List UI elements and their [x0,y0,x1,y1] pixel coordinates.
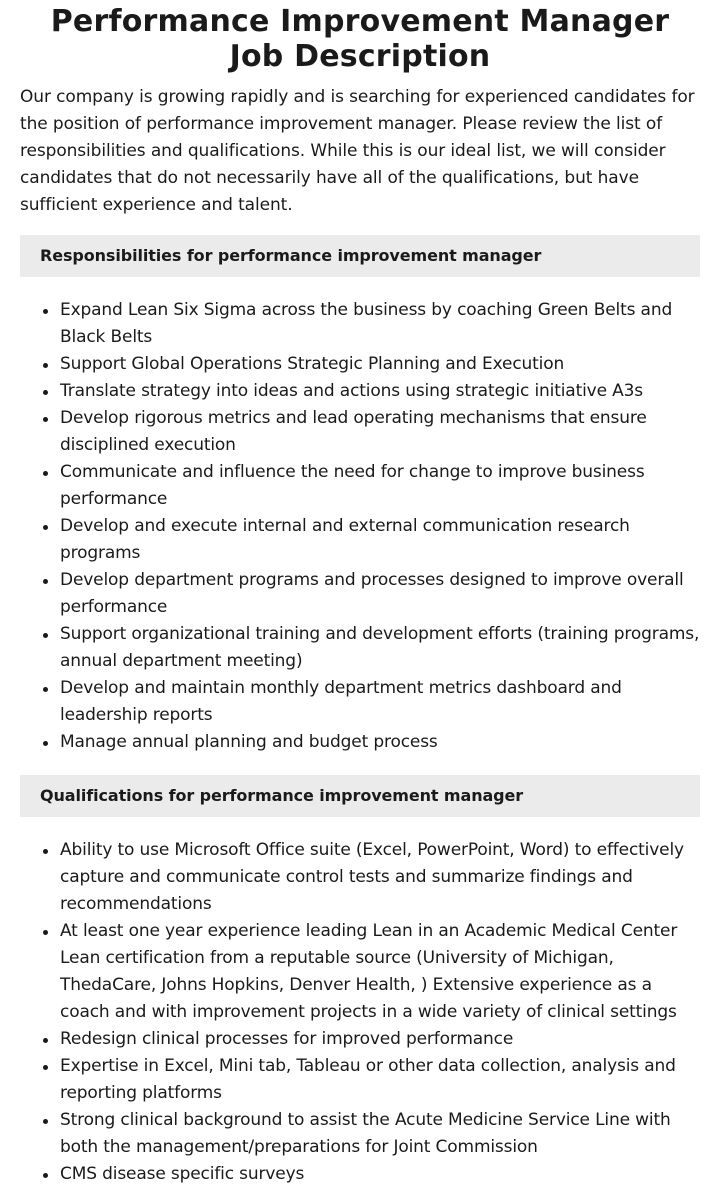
list-item: Expertise in Excel, Mini tab, Tableau or other data collection, analysis and reporting platforms [60,1053,700,1107]
list-item: Develop and maintain monthly department metrics dashboard and leadership reports [60,675,700,729]
list-item: Manage annual planning and budget process [60,729,700,756]
list-item: Communicate and influence the need for change to improve business performance [60,459,700,513]
list-item: Support Global Operations Strategic Planning and Execution [60,351,700,378]
page-title: Performance Improvement Manager Job Description [50,4,670,74]
responsibilities-list [20,297,700,756]
list-item: Redesign clinical processes for improved performance [60,1026,700,1053]
list-item: Develop department programs and processes designed to improve overall performance [60,567,700,621]
intro-paragraph: Our company is growing rapidly and is searching for experienced candidates for the position of performance improvement manager. Please review the list of responsibilities and qualifications. While this is our ideal list, we will consider candidates that do not necessarily have all of the qualifications, but have sufficient experience and talent. [20,87,695,215]
list-item: Develop rigorous metrics and lead operating mechanisms that ensure disciplined execution [60,405,700,459]
list-item: Support organizational training and development efforts (training programs, annual department meeting) [60,621,700,675]
list-item: Ability to use Microsoft Office suite (Excel, PowerPoint, Word) to effectively capture and communicate control tests and summarize findings and recommendations [60,837,700,918]
list-item: At least one year experience leading Lean in an Academic Medical Center Lean certification from a reputable source (University of Michigan, ThedaCare, Johns Hopkins, Denver Health, ) Extensive experience as a coach and with improvement projects in a wide variety of clinical settings [60,918,700,1026]
list-item: Translate strategy into ideas and actions using strategic initiative A3s [60,378,700,405]
list-item: Develop and execute internal and external communication research programs [60,513,700,567]
qualifications-list [20,837,700,1188]
list-item: CMS disease specific surveys [60,1161,700,1188]
list-item: Expand Lean Six Sigma across the business by coaching Green Belts and Black Belts [60,297,700,351]
list-item: Strong clinical background to assist the Acute Medicine Service Line with both the management/preparations for Joint Commission [60,1107,700,1161]
responsibilities-heading: Responsibilities for performance improvement manager [20,235,700,277]
qualifications-heading: Qualifications for performance improvement manager [20,775,700,817]
